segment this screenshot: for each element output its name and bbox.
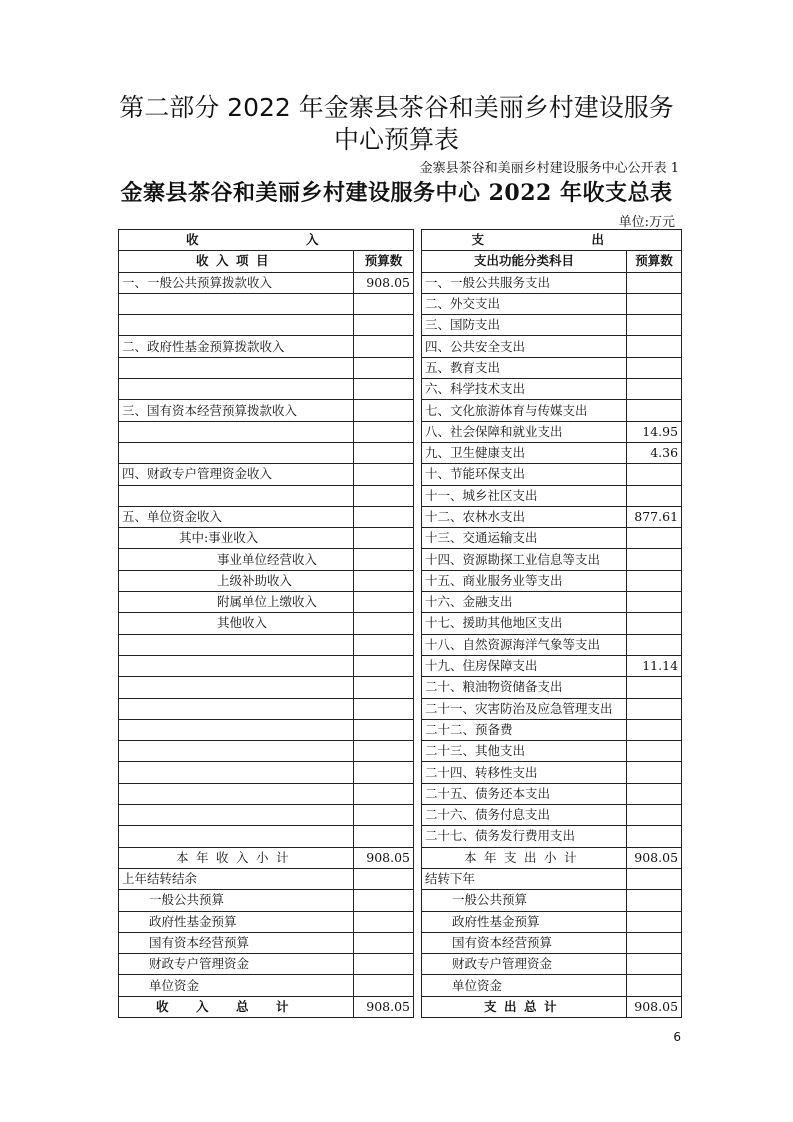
income-amount — [354, 442, 414, 463]
carry-expense-amount — [627, 890, 682, 911]
carry-expense-item: 政府性基金预算 — [422, 911, 627, 932]
table-row — [119, 464, 682, 485]
income-amount — [354, 357, 414, 378]
table-row — [119, 783, 682, 804]
table-row — [119, 549, 682, 570]
expense-item: 七、文化旅游体育与传媒支出 — [422, 400, 627, 421]
expense-amount: 877.61 — [627, 506, 682, 527]
income-subtotal-amount: 908.05 — [354, 847, 414, 868]
carry-income-item: 上年结转结余 — [119, 868, 354, 889]
income-item: 附属单位上缴收入 — [119, 592, 354, 613]
carry-income-amount — [354, 868, 414, 889]
expense-amount — [627, 613, 682, 634]
carry-expense-item: 国有资本经营预算 — [422, 932, 627, 953]
carry-income-amount — [354, 954, 414, 975]
table-row — [119, 592, 682, 613]
expense-amount: 4.36 — [627, 442, 682, 463]
expense-amount-header: 预算数 — [627, 251, 682, 272]
income-amount — [354, 719, 414, 740]
table-tag: 金寨县茶谷和美丽乡村建设服务中心公开表 1 — [419, 161, 679, 176]
table-row — [119, 442, 682, 463]
table-row — [119, 698, 682, 719]
table-row — [119, 805, 682, 826]
carry-expense-amount — [627, 911, 682, 932]
expense-amount — [627, 336, 682, 357]
carry-row — [119, 954, 682, 975]
income-item: 一、一般公共预算拨款收入 — [119, 272, 354, 293]
income-item — [119, 783, 354, 804]
income-item — [119, 762, 354, 783]
income-amount — [354, 592, 414, 613]
expense-item: 二十六、债务付息支出 — [422, 805, 627, 826]
table-row — [119, 379, 682, 400]
income-amount — [354, 315, 414, 336]
income-amount: 908.05 — [354, 272, 414, 293]
income-item: 五、单位资金收入 — [119, 506, 354, 527]
table-row — [119, 570, 682, 591]
income-item — [119, 293, 354, 314]
income-item — [119, 826, 354, 847]
expense-amount — [627, 379, 682, 400]
income-amount — [354, 698, 414, 719]
expense-item: 十四、资源勘探工业信息等支出 — [422, 549, 627, 570]
carry-expense-amount — [627, 932, 682, 953]
expense-total-amount: 908.05 — [627, 996, 682, 1017]
expense-amount — [627, 783, 682, 804]
carry-expense-item: 结转下年 — [422, 868, 627, 889]
table-row — [119, 677, 682, 698]
expense-item: 四、公共安全支出 — [422, 336, 627, 357]
expense-item: 十六、金融支出 — [422, 592, 627, 613]
income-amount — [354, 655, 414, 676]
table-row — [119, 485, 682, 506]
carry-row — [119, 890, 682, 911]
carry-row — [119, 911, 682, 932]
expense-amount — [627, 570, 682, 591]
expense-item: 二十四、转移性支出 — [422, 762, 627, 783]
part-title-line2: 中心预算表 — [333, 125, 459, 154]
table-row — [119, 762, 682, 783]
income-amount — [354, 379, 414, 400]
expense-amount — [627, 293, 682, 314]
expense-item: 二十七、债务发行费用支出 — [422, 826, 627, 847]
income-item — [119, 442, 354, 463]
carry-expense-item: 单位资金 — [422, 975, 627, 996]
income-amount — [354, 549, 414, 570]
table-row — [119, 293, 682, 314]
income-amount — [354, 421, 414, 442]
table-row — [119, 634, 682, 655]
carry-income-amount — [354, 975, 414, 996]
table-row — [119, 336, 682, 357]
income-amount — [354, 400, 414, 421]
carry-expense-item: 财政专户管理资金 — [422, 954, 627, 975]
budget-table-body — [119, 230, 682, 1018]
expense-item: 八、社会保障和就业支出 — [422, 421, 627, 442]
table-row — [119, 528, 682, 549]
expense-item: 十二、农林水支出 — [422, 506, 627, 527]
income-item: 事业单位经营收入 — [119, 549, 354, 570]
header-row-1 — [119, 230, 682, 251]
expense-item-header: 支出功能分类科目 — [422, 251, 627, 272]
table-row — [119, 741, 682, 762]
income-amount — [354, 528, 414, 549]
expense-amount — [627, 762, 682, 783]
table-row — [119, 400, 682, 421]
expense-item: 十五、商业服务业等支出 — [422, 570, 627, 591]
expense-item: 二十一、灾害防治及应急管理支出 — [422, 698, 627, 719]
expense-subtotal-amount: 908.05 — [627, 847, 682, 868]
income-item — [119, 379, 354, 400]
expense-amount — [627, 826, 682, 847]
carry-income-item: 国有资本经营预算 — [119, 932, 354, 953]
carry-income-item: 财政专户管理资金 — [119, 954, 354, 975]
expense-amount — [627, 805, 682, 826]
part-title — [0, 92, 793, 156]
expense-header: 支 出 — [422, 230, 682, 251]
expense-subtotal-label: 本年支出小计 — [422, 847, 627, 868]
expense-item: 十八、自然资源海洋气象等支出 — [422, 634, 627, 655]
expense-amount — [627, 272, 682, 293]
table-row — [119, 506, 682, 527]
table-row — [119, 655, 682, 676]
page-number: 6 — [673, 1030, 681, 1044]
carry-income-item: 一般公共预算 — [119, 890, 354, 911]
carry-row — [119, 868, 682, 889]
expense-item: 二十五、债务还本支出 — [422, 783, 627, 804]
income-item: 三、国有资本经营预算拨款收入 — [119, 400, 354, 421]
carry-row — [119, 932, 682, 953]
expense-amount — [627, 698, 682, 719]
expense-amount — [627, 357, 682, 378]
income-total-amount: 908.05 — [354, 996, 414, 1017]
table-row — [119, 421, 682, 442]
carry-income-amount — [354, 890, 414, 911]
expense-item: 六、科学技术支出 — [422, 379, 627, 400]
expense-item: 三、国防支出 — [422, 315, 627, 336]
carry-expense-amount — [627, 868, 682, 889]
expense-item: 十九、住房保障支出 — [422, 655, 627, 676]
income-amount — [354, 570, 414, 591]
expense-amount — [627, 741, 682, 762]
income-item: 上级补助收入 — [119, 570, 354, 591]
carry-income-amount — [354, 911, 414, 932]
income-item — [119, 805, 354, 826]
expense-item: 十、节能环保支出 — [422, 464, 627, 485]
main-title: 金寨县茶谷和美丽乡村建设服务中心 2022 年收支总表 — [120, 180, 673, 206]
carry-income-item: 单位资金 — [119, 975, 354, 996]
income-amount-header: 预算数 — [354, 251, 414, 272]
income-amount — [354, 613, 414, 634]
expense-amount — [627, 485, 682, 506]
income-item: 其中:事业收入 — [119, 528, 354, 549]
income-amount — [354, 826, 414, 847]
income-item — [119, 698, 354, 719]
expense-amount: 11.14 — [627, 655, 682, 676]
income-amount — [354, 336, 414, 357]
part-title-line1: 第二部分 2022 年金寨县茶谷和美丽乡村建设服务 — [119, 93, 674, 122]
expense-amount — [627, 400, 682, 421]
income-item — [119, 357, 354, 378]
income-amount — [354, 485, 414, 506]
table-row — [119, 613, 682, 634]
table-row — [119, 315, 682, 336]
income-amount — [354, 783, 414, 804]
expense-item: 二、外交支出 — [422, 293, 627, 314]
table-row — [119, 826, 682, 847]
expense-amount — [627, 464, 682, 485]
total-row — [119, 996, 682, 1017]
expense-item: 十七、援助其他地区支出 — [422, 613, 627, 634]
carry-income-amount — [354, 932, 414, 953]
income-item: 其他收入 — [119, 613, 354, 634]
carry-expense-amount — [627, 975, 682, 996]
carry-expense-item: 一般公共预算 — [422, 890, 627, 911]
income-item — [119, 315, 354, 336]
expense-amount — [627, 677, 682, 698]
header-row-2 — [119, 251, 682, 272]
income-total-label: 收入总计 — [119, 996, 354, 1017]
carry-row — [119, 975, 682, 996]
expense-amount — [627, 549, 682, 570]
expense-amount — [627, 528, 682, 549]
income-item — [119, 485, 354, 506]
expense-amount — [627, 634, 682, 655]
income-item — [119, 634, 354, 655]
income-item: 四、财政专户管理资金收入 — [119, 464, 354, 485]
income-amount — [354, 741, 414, 762]
income-item-header: 收入项目 — [119, 251, 354, 272]
income-item — [119, 719, 354, 740]
expense-amount: 14.95 — [627, 421, 682, 442]
expense-amount — [627, 719, 682, 740]
subtotal-row — [119, 847, 682, 868]
expense-item: 二十二、预备费 — [422, 719, 627, 740]
table-row — [119, 357, 682, 378]
income-item — [119, 421, 354, 442]
income-amount — [354, 293, 414, 314]
expense-total-label: 支出总计 — [422, 996, 627, 1017]
expense-item: 五、教育支出 — [422, 357, 627, 378]
income-item — [119, 677, 354, 698]
expense-item: 九、卫生健康支出 — [422, 442, 627, 463]
expense-item: 一、一般公共服务支出 — [422, 272, 627, 293]
carry-income-item: 政府性基金预算 — [119, 911, 354, 932]
table-row — [119, 719, 682, 740]
table-row — [119, 272, 682, 293]
income-item — [119, 655, 354, 676]
income-amount — [354, 506, 414, 527]
expense-item: 二十三、其他支出 — [422, 741, 627, 762]
income-amount — [354, 805, 414, 826]
expense-item: 二十、粮油物资储备支出 — [422, 677, 627, 698]
income-amount — [354, 634, 414, 655]
income-header: 收 入 — [119, 230, 414, 251]
carry-expense-amount — [627, 954, 682, 975]
income-amount — [354, 677, 414, 698]
expense-item: 十一、城乡社区支出 — [422, 485, 627, 506]
income-subtotal-label: 本年收入小计 — [119, 847, 354, 868]
expense-amount — [627, 592, 682, 613]
income-amount — [354, 762, 414, 783]
unit-label: 单位:万元 — [618, 215, 675, 230]
expense-amount — [627, 315, 682, 336]
income-item: 二、政府性基金预算拨款收入 — [119, 336, 354, 357]
expense-item: 十三、交通运输支出 — [422, 528, 627, 549]
budget-table — [118, 229, 682, 1018]
income-item — [119, 741, 354, 762]
income-amount — [354, 464, 414, 485]
